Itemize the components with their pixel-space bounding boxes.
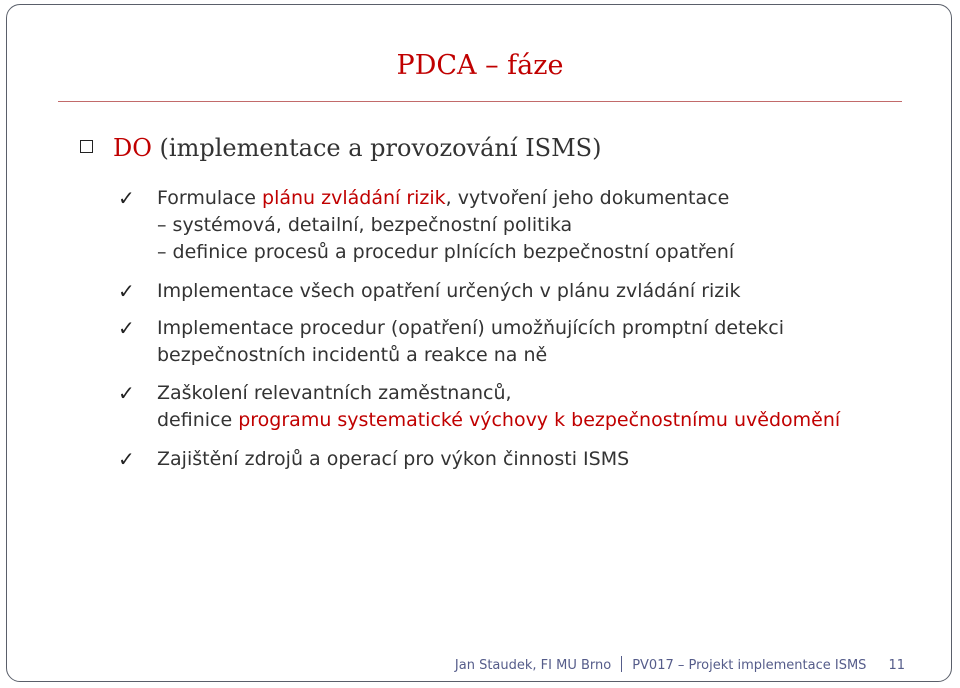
list-item: Implementace procedur (opatření) umožňujících promptní detekci <box>157 317 784 339</box>
footer-course: PV017 – Projekt implementace ISMS <box>632 658 867 673</box>
check-icon: ✓ <box>118 279 135 303</box>
check-icon: ✓ <box>118 381 135 405</box>
item-text: , vytvoření jeho dokumentace <box>445 187 730 209</box>
footer-author: Jan Staudek, FI MU Brno <box>454 658 612 673</box>
list-item: Zaškolení relevantních zaměstnanců, <box>157 382 512 404</box>
item-highlight: programu systematické výchovy k bezpečnostnímu uvědomění <box>238 409 841 431</box>
item-highlight: plánu zvládání rizik <box>262 187 446 209</box>
page-number: 11 <box>888 658 905 673</box>
list-item <box>157 186 729 210</box>
sub-item: – systémová, detailní, bezpečnostní politika <box>157 214 573 236</box>
list-item: Zajištění zdrojů a operací pro výkon činnosti ISMS <box>157 448 630 470</box>
heading-accent: DO <box>113 134 152 162</box>
heading-text: (implementace a provozování ISMS) <box>151 134 602 162</box>
section-heading <box>80 134 602 162</box>
square-bullet-icon <box>80 140 93 153</box>
slide-footer <box>455 656 905 673</box>
item-text: definice <box>157 409 239 431</box>
list-item-continuation <box>157 408 840 432</box>
sub-item: – definice procesů a procedur plnících bezpečnostní opatření <box>157 241 735 263</box>
footer-separator <box>621 656 622 672</box>
title-divider <box>58 101 902 102</box>
item-text: Formulace <box>157 187 263 209</box>
check-icon: ✓ <box>118 316 135 340</box>
list-item: Implementace všech opatření určených v plánu zvládání rizik <box>157 280 741 302</box>
slide-title: PDCA – fáze <box>396 50 564 81</box>
check-icon: ✓ <box>118 447 135 471</box>
check-icon: ✓ <box>118 186 135 210</box>
list-item-continuation: bezpečnostních incidentů a reakce na ně <box>157 344 548 366</box>
